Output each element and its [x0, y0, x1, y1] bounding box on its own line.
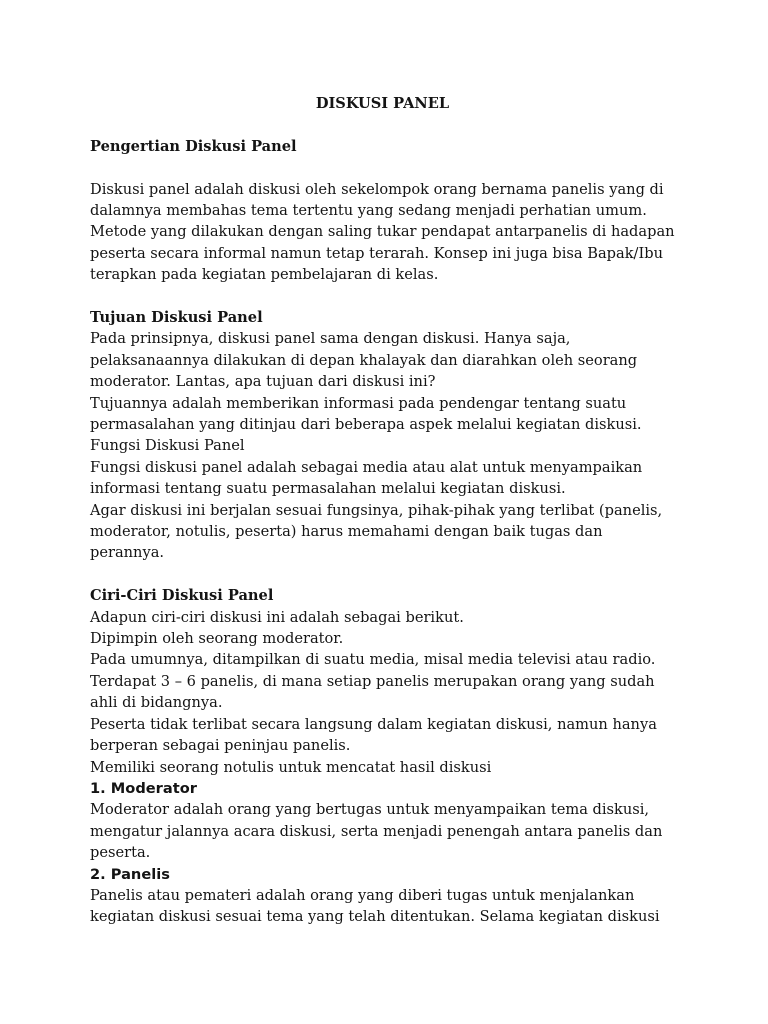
- document-title: DISKUSI PANEL: [315, 95, 450, 112]
- paragraph-line: moderator, notulis, peserta) harus memahami dengan baik tugas dan: [90, 523, 603, 541]
- paragraph-line: Panelis atau pemateri adalah orang yang diberi tugas untuk menjalankan: [90, 886, 635, 904]
- paragraph-line: Adapun ciri-ciri diskusi ini adalah sebagai berikut.: [90, 608, 464, 626]
- paragraph-line: Fungsi Diskusi Panel: [90, 437, 245, 455]
- spacer: [90, 286, 675, 307]
- paragraph-line: terapkan pada kegiatan pembelajaran di kelas.: [90, 266, 439, 284]
- paragraph-line: Fungsi diskusi panel adalah sebagai media atau alat untuk menyampaikan: [90, 458, 643, 476]
- paragraph-line: perannya.: [90, 544, 165, 562]
- paragraph-line: Terdapat 3 – 6 panelis, di mana setiap panelis merupakan orang yang sudah: [90, 672, 655, 690]
- paragraph-line: Moderator adalah orang yang bertugas untuk menyampaikan tema diskusi,: [90, 801, 650, 819]
- paragraph-line: mengatur jalannya acara diskusi, serta menjadi penengah antara panelis dan: [90, 822, 663, 840]
- section-heading-tujuan: Tujuan Diskusi Panel: [90, 309, 263, 326]
- paragraph-line: Peserta tidak terlibat secara langsung dalam kegiatan diskusi, namun hanya: [90, 715, 657, 733]
- paragraph-line: Diskusi panel adalah diskusi oleh sekelompok orang bernama panelis yang di: [90, 180, 664, 198]
- paragraph-line: moderator. Lantas, apa tujuan dari diskusi ini?: [90, 373, 436, 391]
- paragraph-line: kegiatan diskusi sesuai tema yang telah ditentukan. Selama kegiatan diskusi: [90, 908, 660, 926]
- paragraph-line: peserta secara informal namun tetap terarah. Konsep ini juga bisa Bapak/Ibu: [90, 244, 663, 262]
- paragraph-line: Pada umumnya, ditampilkan di suatu media, misal media televisi atau radio.: [90, 651, 656, 669]
- spacer: [90, 157, 675, 178]
- section-heading-ciri: Ciri-Ciri Diskusi Panel: [90, 587, 274, 605]
- paragraph-line: peserta.: [90, 844, 151, 862]
- paragraph-line: informasi tentang suatu permasalahan melalui kegiatan diskusi.: [90, 480, 566, 498]
- spacer: [90, 564, 675, 585]
- paragraph-line: Metode yang dilakukan dengan saling tukar pendapat antarpanelis di hadapan: [90, 223, 675, 241]
- spacer: [90, 114, 675, 135]
- paragraph-line: Agar diskusi ini berjalan sesuai fungsinya, pihak-pihak yang terlibat (panelis,: [90, 501, 663, 519]
- paragraph-line: Tujuannya adalah memberikan informasi pada pendengar tentang suatu: [90, 394, 627, 412]
- paragraph-line: Memiliki seorang notulis untuk mencatat hasil diskusi: [90, 758, 492, 776]
- paragraph-line: berperan sebagai peninjau panelis.: [90, 737, 351, 755]
- section-heading-moderator: 1. Moderator: [90, 779, 197, 797]
- section-body-tujuan: [90, 328, 675, 563]
- paragraph-line: dalamnya membahas tema tertentu yang sedang menjadi perhatian umum.: [90, 201, 647, 219]
- paragraph-line: pelaksanaannya dilakukan di depan khalayak dan diarahkan oleh seorang: [90, 351, 638, 369]
- paragraph-line: Pada prinsipnya, diskusi panel sama dengan diskusi. Hanya saja,: [90, 330, 571, 348]
- section-body-ciri: [90, 607, 675, 778]
- document-content: [90, 93, 675, 928]
- section-body-pengertian: [90, 179, 675, 286]
- section-body-moderator: [90, 799, 675, 863]
- section-body-panelis: [90, 885, 675, 928]
- section-heading-panelis: 2. Panelis: [90, 865, 170, 883]
- section-heading-pengertian: Pengertian Diskusi Panel: [90, 137, 297, 155]
- paragraph-line: ahli di bidangnya.: [90, 694, 223, 712]
- paragraph-line: Dipimpin oleh seorang moderator.: [90, 630, 344, 648]
- paragraph-line: permasalahan yang ditinjau dari beberapa aspek melalui kegiatan diskusi.: [90, 416, 642, 434]
